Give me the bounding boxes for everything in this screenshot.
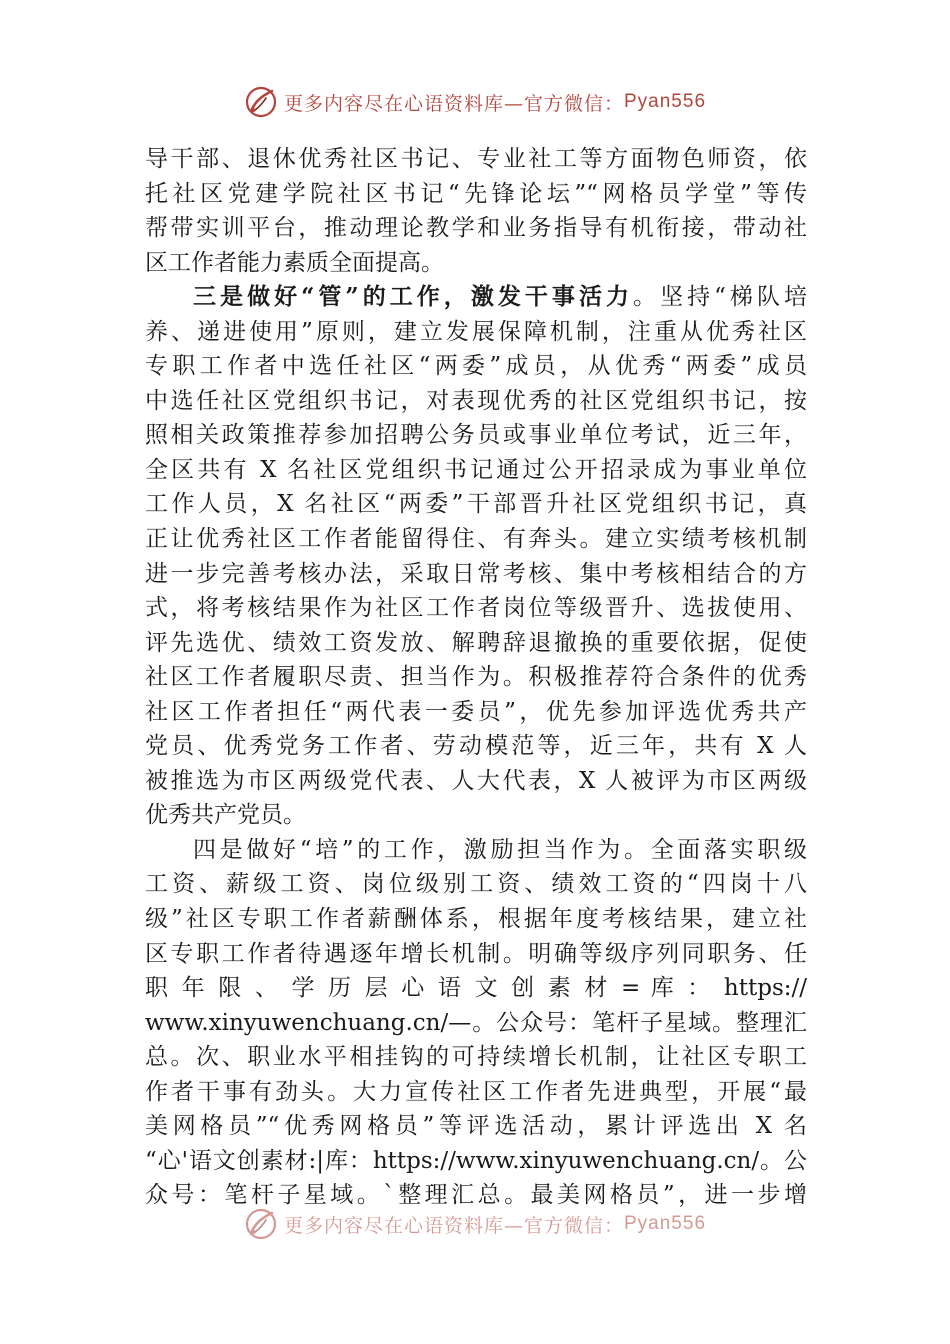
footer-banner-text: 更多内容尽在心语资料库—官方微信： — [283, 1214, 624, 1237]
body-line: www.xinyuwenchuang.cn/—。公众号：笔杆子星域。整理汇 — [145, 1009, 807, 1036]
body-line: 被推选为市区两级党代表、人大代表，X 人被评为市区两级 — [145, 767, 807, 794]
body-line: 中选任社区党组织书记，对表现优秀的社区党组织书记，按 — [145, 387, 807, 414]
brush-logo-icon — [244, 1207, 278, 1241]
body-line: 众号：笔杆子星域。`整理汇总。最美网格员”，进一步增 — [145, 1182, 807, 1209]
paragraph-3-lead: 。坚持“梯队培 — [633, 284, 807, 311]
body-line: 进一步完善考核办法，采取日常考核、集中考核相结合的方 — [145, 560, 807, 587]
header-banner-text: 更多内容尽在心语资料库—官方微信： — [283, 92, 624, 115]
paragraph-3-heading: 三是做好“管”的工作，激发干事活力 — [193, 283, 634, 311]
body-line: 专职工作者中选任社区“两委”成员，从优秀“两委”成员 — [145, 353, 807, 380]
body-line: 优秀共产党员。 — [145, 802, 306, 829]
body-line: 托社区党建学院社区书记“先锋论坛”“网格员学堂”等传 — [145, 180, 807, 207]
footer-banner — [0, 1204, 950, 1244]
body-line: 作者干事有劲头。大力宣传社区工作者先进典型，开展“最 — [145, 1078, 807, 1105]
body-line: 级”社区专职工作者薪酬体系，根据年度考核结果，建立社 — [145, 906, 807, 933]
body-line: 评先选优、绩效工资发放、解聘辞退撤换的重要依据，促使 — [145, 629, 807, 656]
body-line: 社区工作者履职尽责、担当作为。积极推荐符合条件的优秀 — [145, 664, 807, 691]
paragraph-4-first-line: 四是做好“培”的工作，激励担当作为。全面落实职级 — [193, 836, 807, 863]
body-line: 美网格员”“优秀网格员”等评选活动，累计评选出 X 名 — [145, 1113, 807, 1140]
footer-wechat-id: Pyan556 — [624, 1213, 707, 1234]
body-line: 导干部、退休优秀社区书记、专业社工等方面物色师资，依 — [145, 146, 807, 172]
body-line: 式，将考核结果作为社区工作者岗位等级晋升、选拔使用、 — [145, 595, 807, 622]
body-line: 全区共有 X 名社区党组织书记通过公开招录成为事业单位 — [145, 456, 807, 483]
header-banner — [0, 82, 950, 122]
body-line: 帮带实训平台，推动理论教学和业务指导有机衔接，带动社 — [145, 215, 807, 242]
body-line: 职 年 限 、 学 历 层 心 语 文 创 素 材 = 库 ： https:// — [145, 975, 807, 1002]
body-line: 工作人员，X 名社区“两委”干部晋升社区党组织书记，真 — [145, 491, 807, 518]
header-wechat-id: Pyan556 — [624, 91, 707, 112]
body-line: 社区工作者担任“两代表一委员”，优先参加评选优秀共产 — [145, 698, 807, 725]
paragraph-3-first-line — [145, 280, 807, 315]
body-line: 照相关政策推荐参加招聘公务员或事业单位考试，近三年， — [145, 422, 807, 449]
brush-logo-icon — [244, 85, 278, 119]
body-line: “心'语文创素材:|库：https://www.xinyuwenchuang.cn/。公 — [145, 1147, 807, 1174]
body-line: 总。次、职业水平相挂钩的可持续增长机制，让社区专职工 — [145, 1044, 807, 1071]
body-line: 区工作者能力素质全面提高。 — [145, 249, 444, 276]
body-line: 区专职工作者待遇逐年增长机制。明确等级序列同职务、任 — [145, 940, 807, 967]
body-line: 养、递进使用”原则，建立发展保障机制，注重从优秀社区 — [145, 318, 807, 345]
document-body — [145, 142, 807, 1213]
body-line: 党员、优秀党务工作者、劳动模范等，近三年，共有 X 人 — [145, 733, 807, 760]
body-line: 正让优秀社区工作者能留得住、有奔头。建立实绩考核机制 — [145, 526, 807, 553]
body-line: 工资、薪级工资、岗位级别工资、绩效工资的“四岗十八 — [145, 871, 807, 898]
